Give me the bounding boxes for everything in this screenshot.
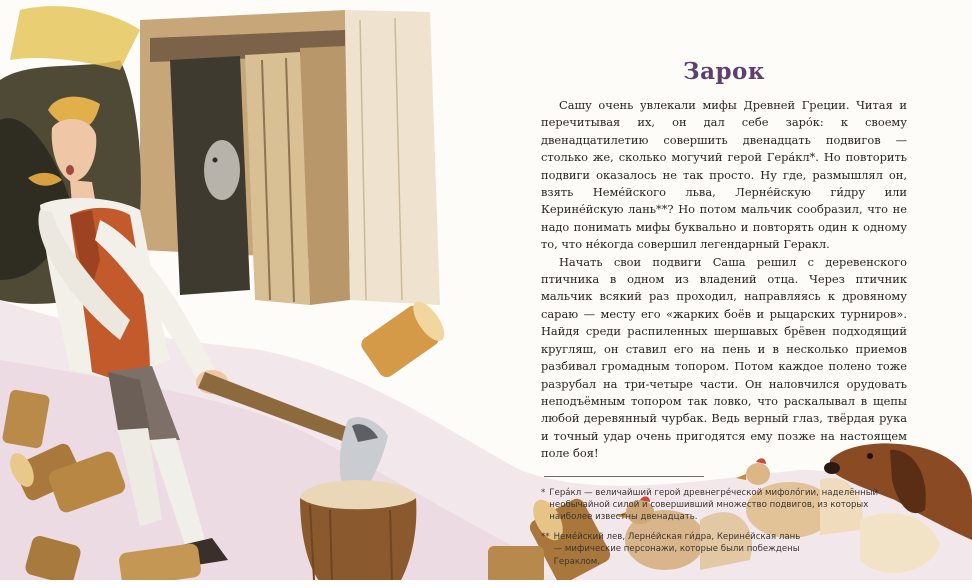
footnote-mark: ** — [541, 532, 550, 543]
footnote-mark: * — [541, 487, 546, 498]
text-column — [541, 58, 907, 576]
footnote — [541, 531, 907, 568]
page-title: Зарок — [682, 58, 766, 85]
paragraph: Сашу очень увлекали мифы Древней Греции. Читая и перечитывая их, он дал себе заро́к: к своему двенадцатилетию совершить двенадцать подвигов — столько же, сколько могучий герой Гера́кл*. Но повторить подвиги оказалось не так просто. Ну где, размышлял он, взять Неме́йского льва, Лерне́йскую ги́дру или Керине́йскую лань**? Но потом мальчик сообразил, что не надо понимать мифы буквально и повторять один к одному то, что не́когда совершил легендарный Геракл. — [541, 98, 907, 252]
page-bottom-edge — [0, 580, 972, 588]
footnote-text: Гера́кл — величайший герой древнегре́ческой мифоло́гии, наделённый необычайной силой и совершивший множество подвигов, из которых наиболее известны двенадцать. — [549, 487, 879, 522]
footnote — [541, 487, 907, 524]
footnote-divider — [544, 476, 704, 477]
paragraph: Начать свои подвиги Саша решил с деревенского птичника в одном из владений отца. Через птичник мальчик всякий раз проходил, направляясь к дровяному сараю — месту его «жарких боёв и рыцарских турниров». Найдя среди распиленных шершавых брёвен подходящий кругляш, он ставил его на пень и в несколько приемов разбивал громадным топором. Потом каждое полено тоже разрубал на три-четыре части. Он наловчился орудовать неподъёмным топором так ловко, что раскалывал в щепы любой деревянный чурбак. Ведь верный глаз, твёрдая рука и точный удар очень пригодятся ему позже на настоящем поле боя! — [541, 254, 907, 461]
footnote-text: Неме́йский лев, Лерне́йская ги́дра, Керине́йская лань — мифические персонажи, которые были побеждены Гераклом. — [553, 532, 801, 567]
